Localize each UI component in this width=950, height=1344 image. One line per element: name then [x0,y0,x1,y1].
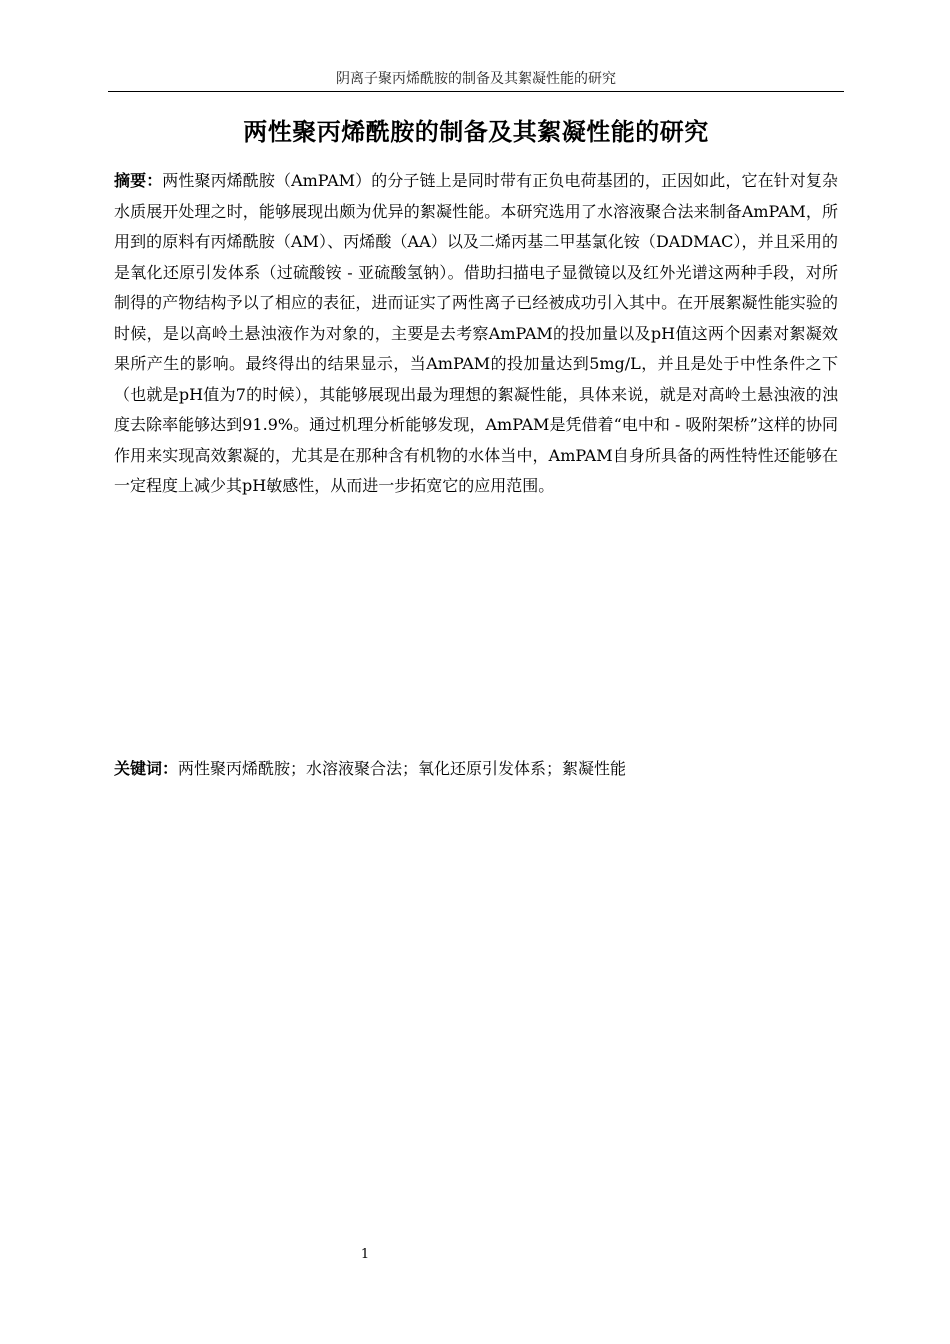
abstract-paragraph [114,166,838,502]
running-header: 阴离子聚丙烯酰胺的制备及其絮凝性能的研究 [336,71,616,87]
header-divider [108,91,844,92]
keywords-line [114,755,838,783]
keywords-text: 两性聚丙烯酰胺；水溶液聚合法；氧化还原引发体系；絮凝性能 [178,759,627,778]
page-number: 1 [360,1247,370,1262]
keywords-label: 关键词： [114,759,179,778]
abstract-label: 摘要： [114,171,163,190]
abstract-text: 两性聚丙烯酰胺（AmPAM）的分子链上是同时带有正负电荷基团的，正因如此，它在针对复杂水质展开处理之时，能够展现出颇为优异的絮凝性能。本研究选用了水溶液聚合法来制备AmPAM，所用到的原料有丙烯酰胺（AM）、丙烯酸（AA）以及二烯丙基二甲基氯化铵（DADMAC），并且采用的是氧化还原引发体系（过硫酸铵 - 亚硫酸氢钠）。借助扫描电子显微镜以及红外光谱这两种手段，对所制得的产物结构予以了相应的表征，进而证实了两性离子已经被成功引入其中。在开展絮凝性能实验的时候，是以高岭土悬浊液作为对象的，主要是去考察AmPAM的投加量以及pH值这两个因素对絮凝效果所产生的影响。最终得出的结果显示，当AmPAM的投加量达到5mg/L，并且是处于中性条件之下（也就是pH值为7的时候），其能够展现出最为理想的絮凝性能，具体来说，就是对高岭土悬浊液的浊度去除率能够达到91.9%。通过机理分析能够发现，AmPAM是凭借着“电中和 - 吸附架桥”这样的协同作用来实现高效絮凝的，尤其是在那种含有机物的水体当中，AmPAM自身所具备的两性特性还能够在一定程度上减少其pH敏感性，从而进一步拓宽它的应用范围。 [114,171,838,495]
document-title: 两性聚丙烯酰胺的制备及其絮凝性能的研究 [243,118,709,146]
